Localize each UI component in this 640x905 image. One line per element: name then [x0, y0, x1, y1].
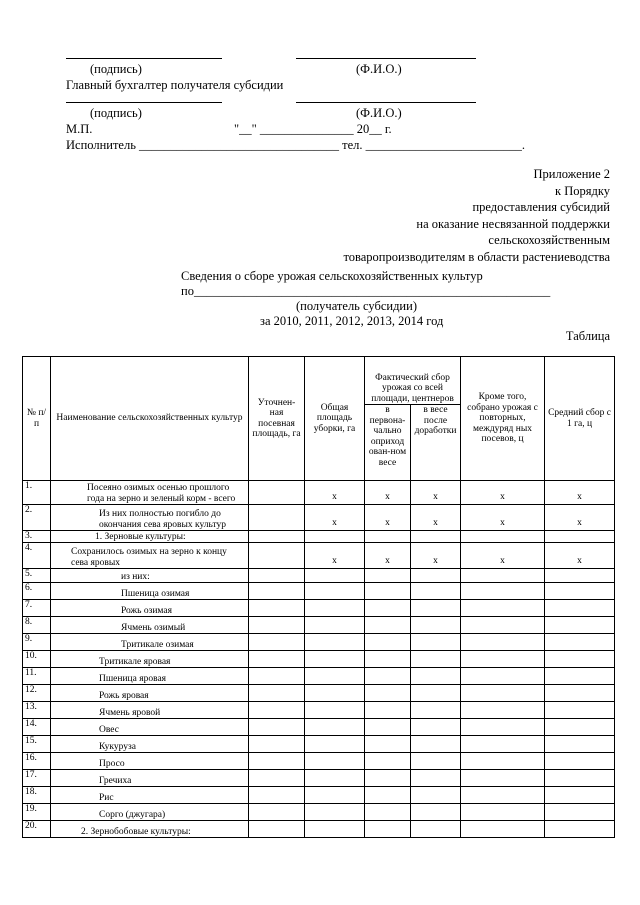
cell-empty: [249, 531, 305, 543]
cell-empty: [461, 531, 545, 543]
cell-empty: [545, 719, 615, 736]
cell-empty: [365, 804, 411, 821]
row-crop-name: Из них полностью погибло до окончания сева яровых культур: [51, 505, 249, 531]
row-crop-name: Рис: [51, 787, 249, 804]
cell-empty: [365, 702, 411, 719]
cell-empty: [249, 685, 305, 702]
cell-empty: [461, 804, 545, 821]
row-crop-name: 1. Зерновые культуры:: [51, 531, 249, 543]
cell-empty: [545, 685, 615, 702]
row-crop-name: Кукуруза: [51, 736, 249, 753]
executor-line: Исполнитель ________________________________ тел. _________________________.: [66, 138, 526, 152]
cell-empty: [249, 668, 305, 685]
header-harvest-area: Общая площадь уборки, га: [305, 357, 365, 481]
table-row: [23, 668, 615, 685]
cell-empty: [545, 753, 615, 770]
name-line-2: [296, 102, 476, 103]
row-number: 11.: [23, 668, 51, 685]
cell-empty: [461, 787, 545, 804]
row-number: 2.: [23, 505, 51, 531]
cell-empty: [545, 617, 615, 634]
cell-empty: [305, 600, 365, 617]
cell-empty: [249, 600, 305, 617]
stamp-label: М.П.: [66, 122, 93, 136]
row-crop-name: Ячмень озимый: [51, 617, 249, 634]
cell-empty: [545, 651, 615, 668]
cell-empty: [305, 634, 365, 651]
cell-mark: х: [365, 505, 411, 531]
cell-empty: [461, 617, 545, 634]
cell-empty: [365, 531, 411, 543]
recipient-caption: (получатель субсидии): [296, 299, 417, 313]
row-crop-name: Посеяно озимых осенью прошлого года на зерно и зеленый корм - всего: [51, 481, 249, 505]
cell-empty: [365, 583, 411, 600]
cell-empty: [461, 583, 545, 600]
row-number: 9.: [23, 634, 51, 651]
cell-empty: [411, 583, 461, 600]
cell-empty: [461, 702, 545, 719]
cell-empty: [305, 770, 365, 787]
cell-mark: х: [461, 543, 545, 569]
table-row: [23, 651, 615, 668]
cell-empty: [545, 583, 615, 600]
header-actual: Фактический сбор урожая со всей площади, центнеров: [365, 357, 461, 405]
cell-empty: [365, 821, 411, 838]
cell-empty: [411, 736, 461, 753]
header-initial-weight: в первона-чально оприход ован-ном весе: [365, 405, 411, 481]
row-crop-name: Гречиха: [51, 770, 249, 787]
cell-empty: [365, 787, 411, 804]
row-crop-name: Овес: [51, 719, 249, 736]
cell-mark: х: [365, 543, 411, 569]
signature-label-1: (подпись): [90, 62, 142, 76]
row-number: 14.: [23, 719, 51, 736]
cell-empty: [249, 804, 305, 821]
cell-empty: [411, 617, 461, 634]
cell-empty: [249, 617, 305, 634]
appendix-line: предоставления субсидий: [472, 200, 610, 214]
header-num: № п/п: [23, 357, 51, 481]
cell-empty: [545, 600, 615, 617]
row-crop-name: Рожь яровая: [51, 685, 249, 702]
cell-empty: [545, 634, 615, 651]
cell-empty: [411, 651, 461, 668]
cell-empty: [305, 804, 365, 821]
row-crop-name: Рожь озимая: [51, 600, 249, 617]
cell-empty: [545, 702, 615, 719]
cell-empty: [249, 770, 305, 787]
cell-empty: [365, 753, 411, 770]
table-row: [23, 600, 615, 617]
header-avg: Средний сбор с 1 га, ц: [545, 357, 615, 481]
cell-empty: [411, 770, 461, 787]
cell-empty: [305, 753, 365, 770]
cell-empty: [365, 634, 411, 651]
appendix-line: на оказание несвязанной поддержки: [416, 216, 610, 231]
cell-empty: [365, 617, 411, 634]
row-number: 10.: [23, 651, 51, 668]
cell-empty: [305, 702, 365, 719]
table-label: Таблица: [565, 329, 610, 343]
cell-mark: х: [545, 481, 615, 505]
cell-empty: [305, 668, 365, 685]
cell-empty: [305, 583, 365, 600]
cell-empty: [461, 651, 545, 668]
header-name: Наименование сельскохозяйственных культур: [51, 357, 249, 481]
cell-mark: х: [411, 481, 461, 505]
cell-empty: [411, 600, 461, 617]
appendix-line: к Порядку: [555, 183, 610, 198]
cell-empty: [411, 821, 461, 838]
cell-mark: х: [461, 505, 545, 531]
cell-mark: х: [545, 505, 615, 531]
row-number: 17.: [23, 770, 51, 787]
cell-empty: [365, 668, 411, 685]
cell-empty: [411, 702, 461, 719]
row-number: 3.: [23, 531, 51, 543]
cell-empty: [411, 569, 461, 583]
row-crop-name: из них:: [51, 569, 249, 583]
row-number: 12.: [23, 685, 51, 702]
appendix-line: сельскохозяйственным: [488, 233, 610, 247]
cell-empty: [461, 753, 545, 770]
row-number: 6.: [23, 583, 51, 600]
cell-empty: [411, 668, 461, 685]
cell-empty: [545, 531, 615, 543]
cell-empty: [461, 770, 545, 787]
table-row: [23, 685, 615, 702]
cell-empty: [305, 531, 365, 543]
cell-empty: [365, 651, 411, 668]
cell-empty: [365, 600, 411, 617]
harvest-table: [22, 356, 615, 838]
row-number: 16.: [23, 753, 51, 770]
cell-empty: [305, 685, 365, 702]
cell-empty: [249, 505, 305, 531]
cell-mark: х: [411, 505, 461, 531]
table-row: [23, 617, 615, 634]
table-row: [23, 821, 615, 838]
row-crop-name: Сохранилось озимых на зерно к концу сева яровых: [51, 543, 249, 569]
name-label-1: (Ф.И.О.): [356, 62, 402, 76]
row-crop-name: Пшеница яровая: [51, 668, 249, 685]
row-number: 18.: [23, 787, 51, 804]
cell-empty: [249, 543, 305, 569]
cell-empty: [249, 651, 305, 668]
cell-empty: [545, 736, 615, 753]
cell-empty: [249, 753, 305, 770]
cell-mark: х: [365, 481, 411, 505]
appendix-header: [343, 166, 610, 265]
table-row: [23, 702, 615, 719]
cell-empty: [461, 736, 545, 753]
row-number: 7.: [23, 600, 51, 617]
header-extra: Кроме того, собрано урожая с повторных, междуряд ных посевов, ц: [461, 357, 545, 481]
cell-mark: х: [305, 481, 365, 505]
date-line: "__" _______________ 20__ г.: [234, 122, 392, 136]
cell-empty: [365, 770, 411, 787]
row-crop-name: 2. Зернобобовые культуры:: [51, 821, 249, 838]
row-crop-name: Тритикале озимая: [51, 634, 249, 651]
cell-empty: [365, 719, 411, 736]
table-row: [23, 804, 615, 821]
cell-empty: [305, 651, 365, 668]
appendix-line: Приложение 2: [533, 167, 610, 181]
signature-line-1: [66, 58, 222, 59]
cell-mark: х: [545, 543, 615, 569]
row-number: 15.: [23, 736, 51, 753]
row-number: 13.: [23, 702, 51, 719]
row-number: 20.: [23, 821, 51, 838]
cell-empty: [305, 787, 365, 804]
cell-empty: [411, 531, 461, 543]
row-number: 1.: [23, 481, 51, 505]
cell-empty: [249, 481, 305, 505]
header-after-processing: в весе после доработки: [411, 405, 461, 481]
table-row: [23, 531, 615, 543]
cell-empty: [305, 617, 365, 634]
table-row: [23, 583, 615, 600]
cell-empty: [461, 634, 545, 651]
cell-empty: [545, 668, 615, 685]
cell-empty: [411, 753, 461, 770]
cell-empty: [249, 787, 305, 804]
cell-empty: [249, 569, 305, 583]
cell-empty: [249, 583, 305, 600]
cell-mark: х: [411, 543, 461, 569]
row-number: 19.: [23, 804, 51, 821]
cell-empty: [461, 600, 545, 617]
cell-mark: х: [461, 481, 545, 505]
cell-empty: [365, 685, 411, 702]
cell-empty: [461, 569, 545, 583]
years-line: за 2010, 2011, 2012, 2013, 2014 год: [260, 314, 444, 328]
cell-empty: [461, 719, 545, 736]
table-row: [23, 753, 615, 770]
row-crop-name: Сорго (джугара): [51, 804, 249, 821]
cell-mark: х: [305, 543, 365, 569]
cell-empty: [461, 668, 545, 685]
cell-empty: [249, 736, 305, 753]
row-crop-name: Ячмень яровой: [51, 702, 249, 719]
row-number: 4.: [23, 543, 51, 569]
cell-empty: [461, 685, 545, 702]
table-row: [23, 481, 615, 505]
cell-mark: х: [305, 505, 365, 531]
cell-empty: [305, 821, 365, 838]
cell-empty: [365, 569, 411, 583]
table-row: [23, 787, 615, 804]
signature-label-2: (подпись): [90, 106, 142, 120]
appendix-line: товаропроизводителям в области растениеводства: [343, 249, 610, 264]
row-crop-name: Пшеница озимая: [51, 583, 249, 600]
cell-empty: [305, 736, 365, 753]
cell-empty: [461, 821, 545, 838]
table-row: [23, 505, 615, 531]
cell-empty: [305, 569, 365, 583]
cell-empty: [305, 719, 365, 736]
table-row: [23, 569, 615, 583]
name-line-1: [296, 58, 476, 59]
cell-empty: [411, 685, 461, 702]
table-row: [23, 770, 615, 787]
row-crop-name: Просо: [51, 753, 249, 770]
cell-empty: [545, 770, 615, 787]
cell-empty: [545, 569, 615, 583]
table-row: [23, 736, 615, 753]
signature-line-2: [66, 102, 222, 103]
cell-empty: [249, 702, 305, 719]
cell-empty: [411, 634, 461, 651]
recipient-line: по_________________________________________________________: [181, 284, 551, 298]
row-crop-name: Тритикале яровая: [51, 651, 249, 668]
table-row: [23, 543, 615, 569]
cell-empty: [365, 736, 411, 753]
cell-empty: [411, 804, 461, 821]
chief-accountant-label: Главный бухгалтер получателя субсидии: [66, 78, 284, 92]
cell-empty: [545, 787, 615, 804]
cell-empty: [249, 719, 305, 736]
row-number: 5.: [23, 569, 51, 583]
table-row: [23, 634, 615, 651]
document-title: Сведения о сборе урожая сельскохозяйственных культур: [181, 269, 483, 283]
row-number: 8.: [23, 617, 51, 634]
cell-empty: [545, 821, 615, 838]
cell-empty: [545, 804, 615, 821]
cell-empty: [249, 821, 305, 838]
table-row: [23, 719, 615, 736]
cell-empty: [411, 719, 461, 736]
header-area: Уточнен-ная посевная площадь, га: [249, 357, 305, 481]
cell-empty: [249, 634, 305, 651]
cell-empty: [411, 787, 461, 804]
name-label-2: (Ф.И.О.): [356, 106, 402, 120]
